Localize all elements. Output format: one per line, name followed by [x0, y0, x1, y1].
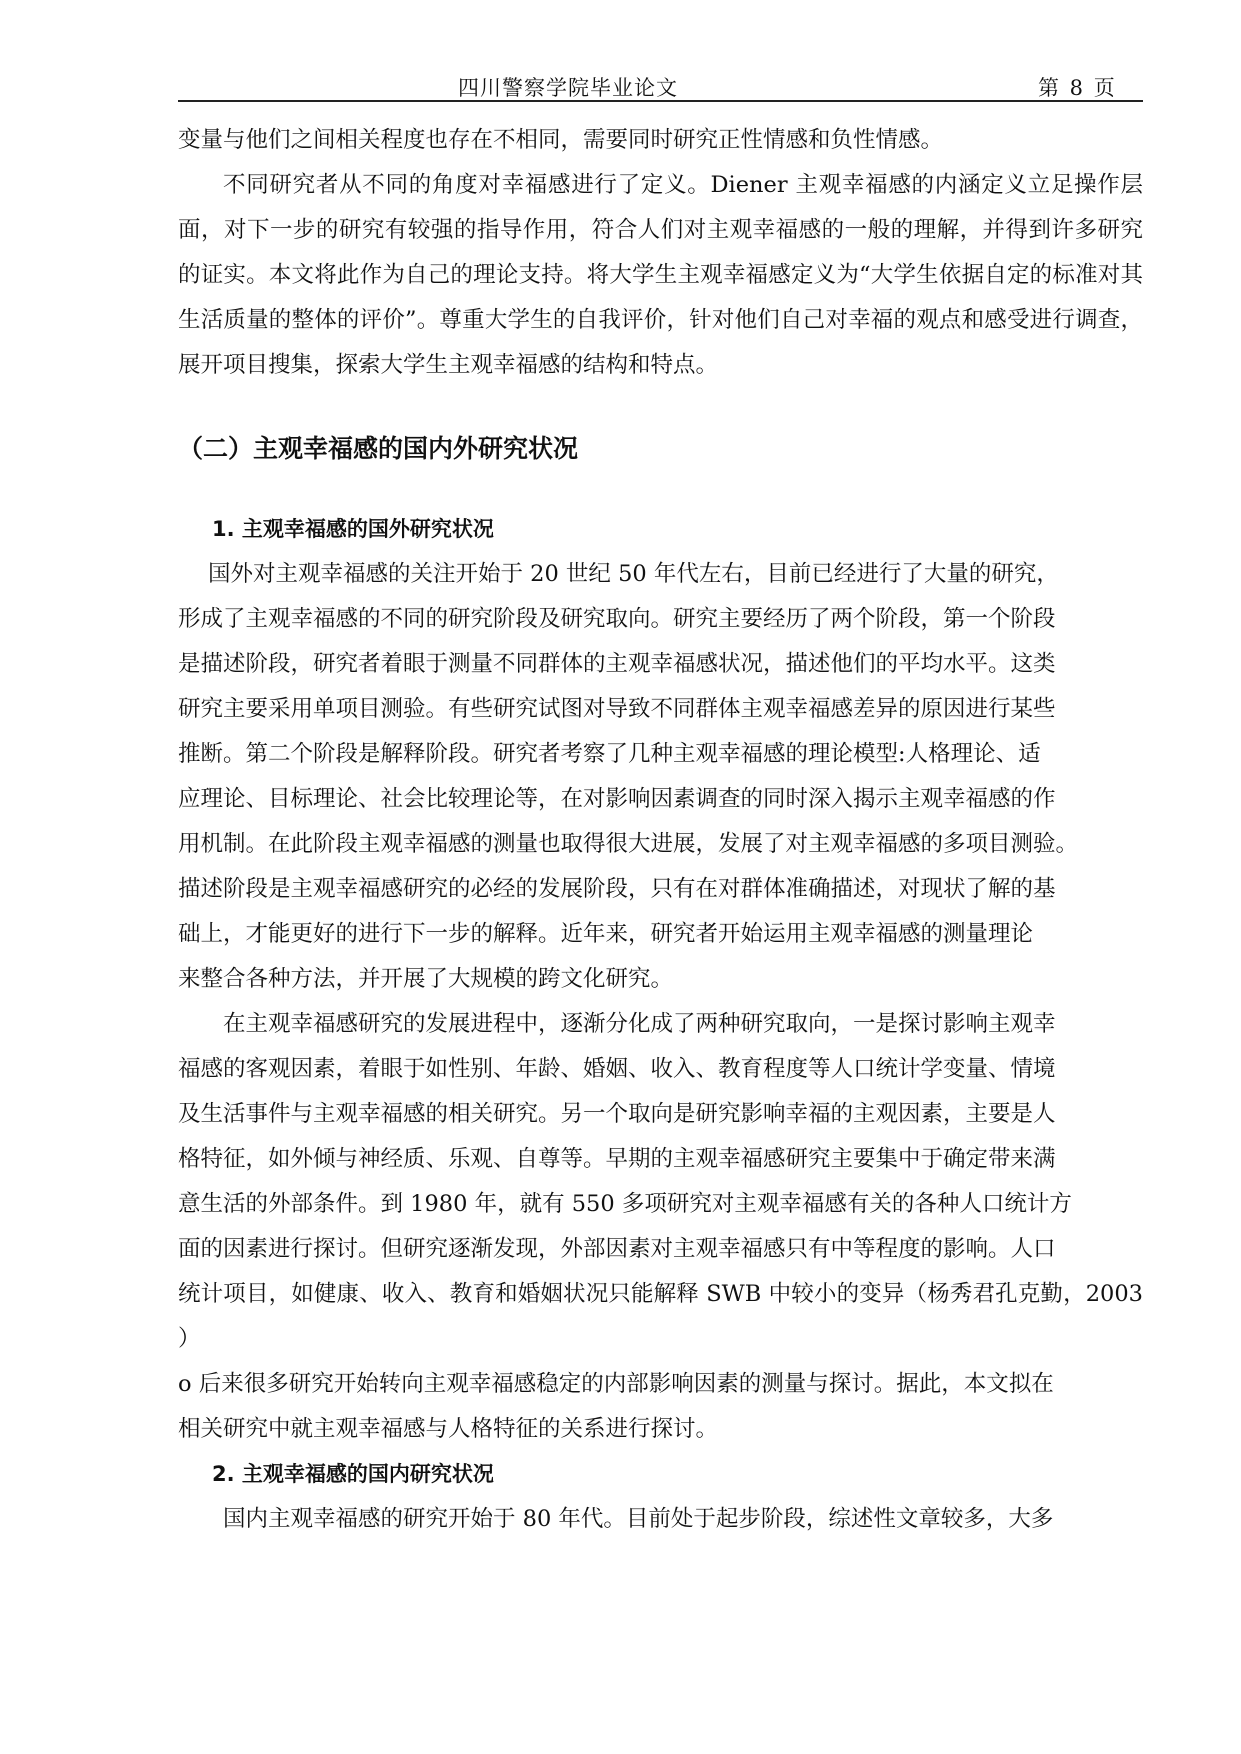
text-line: 用机制。在此阶段主观幸福感的测量也取得很大进展，发展了对主观幸福感的多项目测验。: [178, 831, 1079, 857]
text-line: 统计项目，如健康、收入、教育和婚姻状况只能解释 SWB 中较小的变异（杨秀君孔克勤，2003 ）: [178, 1281, 1143, 1352]
text-line: 在主观幸福感研究的发展进程中，逐渐分化成了两种研究取向，一是探讨影响主观幸: [223, 1011, 1056, 1037]
text-line: 相关研究中就主观幸福感与人格特征的关系进行探讨。: [178, 1416, 719, 1442]
paragraph-foreign-research: [178, 552, 1143, 597]
section-heading: （二）主观幸福感的国内外研究状况: [178, 434, 579, 463]
spacer: [178, 471, 1143, 507]
text-line: 形成了主观幸福感的不同的研究阶段及研究取向。研究主要经历了两个阶段，第一个阶段: [178, 606, 1056, 632]
paragraph-continuation: 变量与他们之间相关程度也存在不相同，需要同时研究正性情感和负性情感。: [178, 127, 944, 153]
text-line: 来整合各种方法，并开展了大规模的跨文化研究。: [178, 966, 674, 992]
page-header: [178, 72, 1143, 102]
paragraph-domestic-research: 国内主观幸福感的研究开始于 80 年代。目前处于起步阶段，综述性文章较多，大多: [223, 1506, 1054, 1532]
text-line: 国外对主观幸福感的关注开始于 20 世纪 50 年代左右，目前已经进行了大量的研究，: [208, 561, 1059, 587]
text-line: 格特征，如外倾与神经质、乐观、自尊等。早期的主观幸福感研究主要集中于确定带来满: [178, 1146, 1056, 1172]
subsection-heading-domestic: 2. 主观幸福感的国内研究状况: [212, 1462, 494, 1486]
paragraph-definition: 不同研究者从不同的角度对幸福感进行了定义。Diener 主观幸福感的内涵定义立足操作层面，对下一步的研究有较强的指导作用，符合人们对主观幸福感的一般的理解，并得到许多研究的证实。本文将此作为自己的理论支持。将大学生主观幸福感定义为“大学生依据自定的标准对其生活质量的整体的评价”。尊重大学生的自我评价，针对他们自己对幸福的观点和感受进行调查，展开项目搜集，探索大学生主观幸福感的结构和特点。: [178, 172, 1143, 378]
text-line: 福感的客观因素，着眼于如性别、年龄、婚姻、收入、教育程度等人口统计学变量、情境: [178, 1056, 1056, 1082]
header-title: 四川警察学院毕业论文: [458, 76, 678, 100]
text-line: 是描述阶段，研究者着眼于测量不同群体的主观幸福感状况，描述他们的平均水平。这类: [178, 651, 1056, 677]
document-body: [178, 118, 1143, 1542]
text-line: 研究主要采用单项目测验。有些研究试图对导致不同群体主观幸福感差异的原因进行某些: [178, 696, 1056, 722]
text-line: 及生活事件与主观幸福感的相关研究。另一个取向是研究影响幸福的主观因素，主要是人: [178, 1101, 1056, 1127]
text-line: 应理论、目标理论、社会比较理论等，在对影响因素调查的同时深入揭示主观幸福感的作: [178, 786, 1056, 812]
text-line: 意生活的外部条件。到 1980 年，就有 550 多项研究对主观幸福感有关的各种人口统计方: [178, 1191, 1072, 1217]
text-line: o 后来很多研究开始转向主观幸福感稳定的内部影响因素的测量与探讨。据此，本文拟在: [178, 1371, 1054, 1397]
text-line: 推断。第二个阶段是解释阶段。研究者考察了几种主观幸福感的理论模型:人格理论、适: [178, 741, 1041, 767]
spacer: [178, 388, 1143, 426]
paragraph-foreign-research-cont: [178, 597, 1143, 1002]
subsection-heading-foreign: 1. 主观幸福感的国外研究状况: [212, 517, 494, 541]
page-number: 第 8 页: [1038, 76, 1117, 100]
paragraph-research-orientation: [178, 1002, 1143, 1452]
text-line: 面的因素进行探讨。但研究逐渐发现，外部因素对主观幸福感只有中等程度的影响。人口: [178, 1236, 1056, 1262]
text-line: 描述阶段是主观幸福感研究的必经的发展阶段，只有在对群体准确描述，对现状了解的基: [178, 876, 1056, 902]
text-line: 础上，才能更好的进行下一步的解释。近年来，研究者开始运用主观幸福感的测量理论: [178, 921, 1034, 947]
